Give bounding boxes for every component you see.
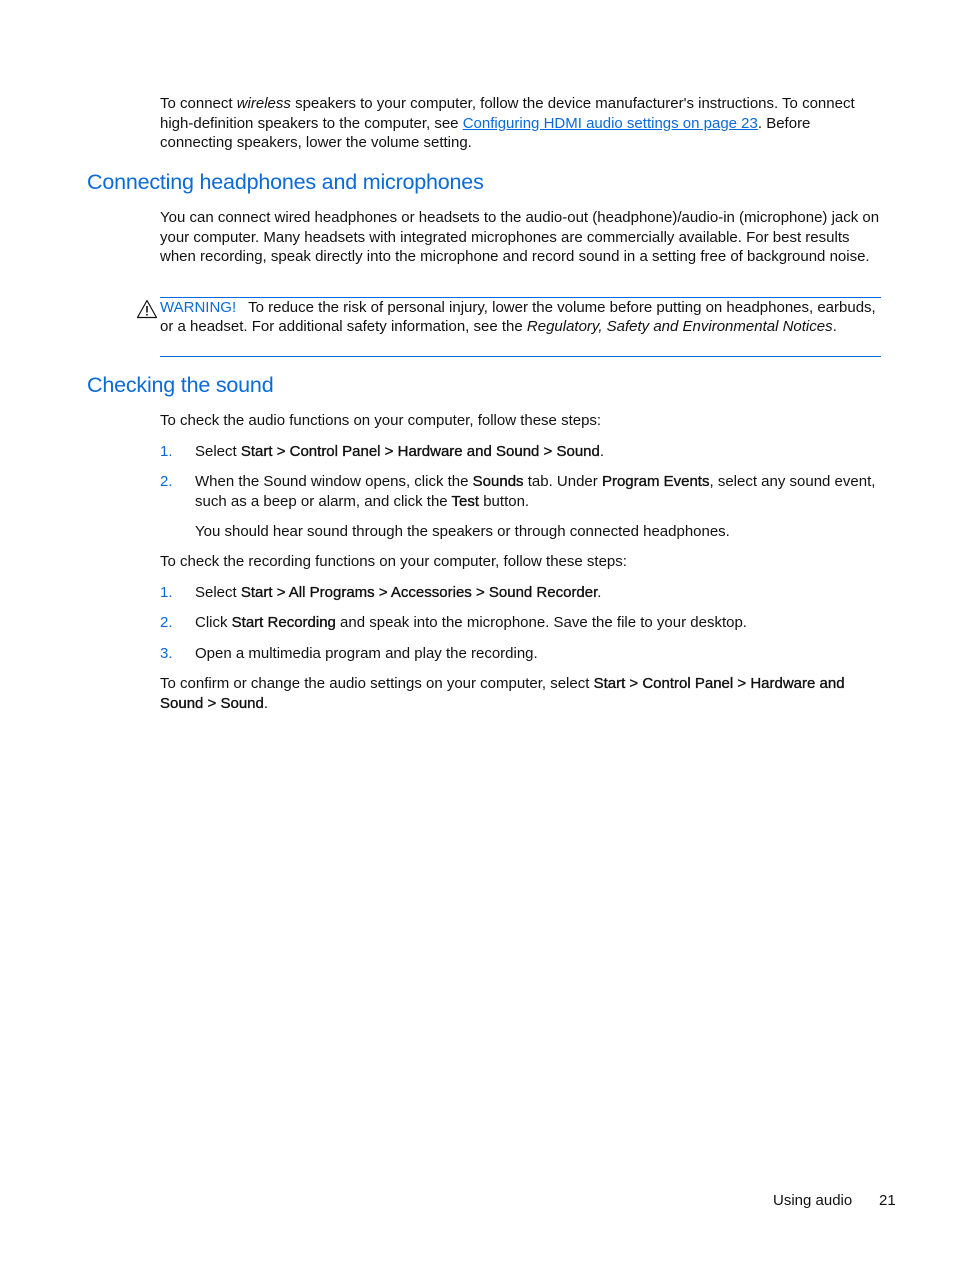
footer-section-name: Using audio (773, 1192, 853, 1209)
step-text: Select Start > All Programs > Accessories > Sound Recorder. (195, 584, 602, 601)
section-heading-headphones: Connecting headphones and microphones (87, 170, 484, 194)
audio-check-intro: To check the audio functions on your computer, follow these steps: (160, 412, 602, 429)
step-text: Click Start Recording and speak into the microphone. Save the file to your desktop. (195, 614, 747, 631)
step-number: 3. (160, 645, 173, 662)
intro-text: . Before connecting speakers, lower the volume setting. (160, 114, 811, 151)
recording-check-intro: To check the recording functions on your computer, follow these steps: (160, 553, 627, 570)
warning-body: To reduce the risk of personal injury, lower the volume before putting on headphones, earbuds, or a headset. For additional safety information, see the (160, 299, 876, 335)
step-number: 2. (160, 473, 173, 490)
warning-body-end: . (832, 318, 837, 335)
warning-text (160, 298, 881, 336)
hdmi-settings-link[interactable]: Configuring HDMI audio settings on page 23 (462, 114, 758, 132)
step-2-note: You should hear sound through the speakers or through connected headphones. (195, 523, 730, 540)
section-heading-checking-sound: Checking the sound (87, 373, 274, 397)
warning-box (160, 297, 881, 357)
step-number: 2. (160, 614, 173, 631)
warning-label: WARNING! (160, 299, 237, 316)
footer-page-number: 21 (879, 1192, 896, 1209)
confirm-paragraph: To confirm or change the audio settings on your computer, select Start > Control Panel > Hardware and Sound > Sound. (160, 675, 845, 712)
step-text: Open a multimedia program and play the recording. (195, 645, 538, 662)
step-text: Select Start > Control Panel > Hardware and Sound > Sound. (195, 443, 605, 460)
step-number: 1. (160, 443, 173, 460)
intro-text: speakers to your computer, follow the device manufacturer's instructions. To connect high-definition speakers to the computer, see (160, 95, 855, 132)
intro-italic: wireless (236, 95, 291, 112)
intro-text: To connect (160, 95, 237, 112)
warning-triangle-icon (136, 299, 158, 319)
step-text: When the Sound window opens, click the Sounds tab. Under Program Events, select any sound event, such as a beep or alarm, and click the Test button. (195, 473, 876, 510)
warning-notices-title: Regulatory, Safety and Environmental Notices (526, 318, 833, 335)
headphones-paragraph: You can connect wired headphones or headsets to the audio-out (headphone)/audio-in (microphone) jack on your computer. Many headsets with integrated microphones are commercially available. For best results when recording, speak directly into the microphone and record sound in a setting free of background noise. (160, 209, 880, 265)
step-number: 1. (160, 584, 173, 601)
intro-paragraph (160, 94, 882, 153)
